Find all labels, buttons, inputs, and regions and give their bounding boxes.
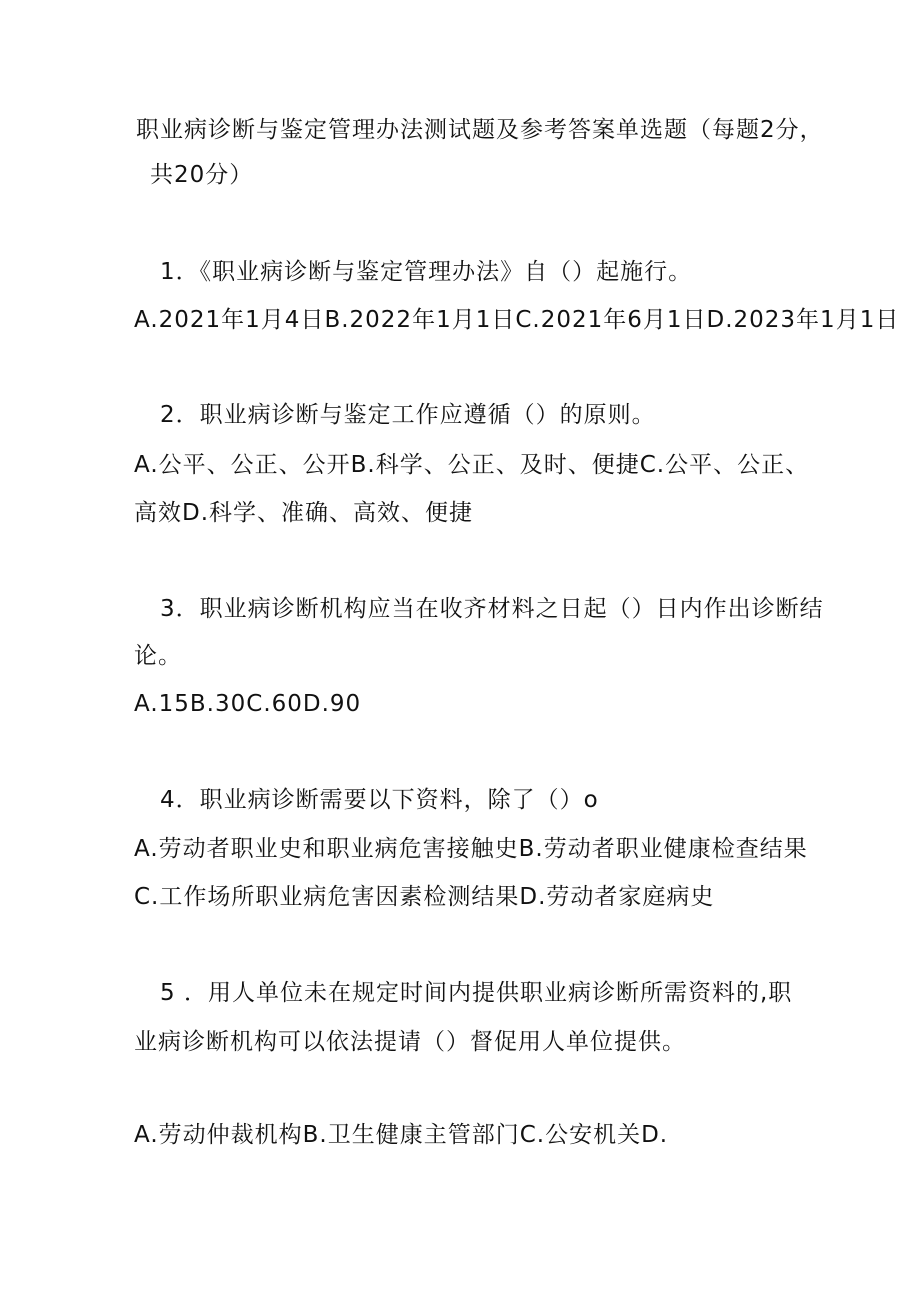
question-2-options-line-2: 高效D.科学、准确、高效、便捷 <box>134 500 474 526</box>
question-3-stem-line-2: 论。 <box>134 643 182 669</box>
question-3-stem-line-1: 3．职业病诊断机构应当在收齐材料之日起（）日内作出诊断结 <box>160 596 824 622</box>
document-title-line-1: 职业病诊断与鉴定管理办法测试题及参考答案单选题（每题2分， <box>136 117 824 143</box>
question-5-stem-line-2: 业病诊断机构可以依法提请（）督促用人单位提供。 <box>134 1029 686 1055</box>
question-3-options: A.15B.30C.60D.90 <box>134 691 362 717</box>
question-4-stem: 4．职业病诊断需要以下资料，除了（）o <box>160 787 599 813</box>
question-2-stem: 2．职业病诊断与鉴定工作应遵循（）的原则。 <box>160 402 656 428</box>
question-2-options-line-1: A.公平、公正、公开B.科学、公正、及时、便捷C.公平、公正、 <box>134 452 810 478</box>
question-5-options: A.劳动仲裁机构B.卫生健康主管部门C.公安机关D. <box>134 1122 669 1148</box>
question-5-stem-line-1: 5 ．用人单位未在规定时间内提供职业病诊断所需资料的,职 <box>160 980 793 1006</box>
document-title-line-2: 共20分） <box>150 162 254 188</box>
question-4-options-line-2: C.工作场所职业病危害因素检测结果D.劳动者家庭病史 <box>134 884 715 910</box>
question-4-options-line-1: A.劳动者职业史和职业病危害接触史B.劳动者职业健康检查结果 <box>134 836 808 862</box>
question-1-stem: 1．《职业病诊断与鉴定管理办法》自（）起施行。 <box>160 259 693 285</box>
question-1-options: A.2021年1月4日B.2022年1月1日C.2021年6月1日D.2023年1月1日 <box>134 307 900 333</box>
